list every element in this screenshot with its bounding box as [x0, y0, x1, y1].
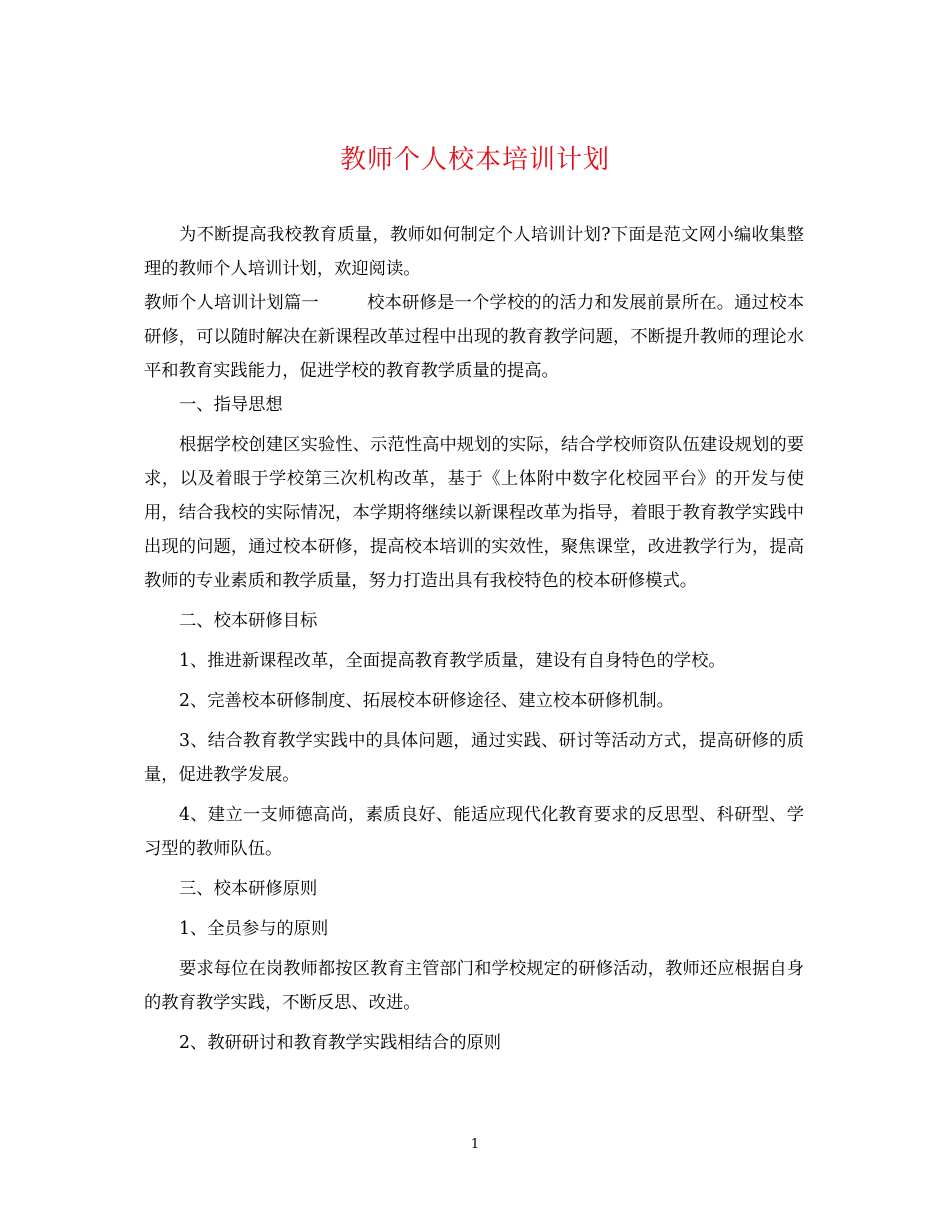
principle-1-title: 1、全员参与的原则 — [179, 919, 329, 939]
heading-principles: 三、校本研修原则 — [179, 879, 318, 899]
page-number: 1 — [470, 1137, 480, 1152]
section-head-paragraph — [144, 286, 804, 388]
principle-2-title: 2、教研研讨和教育教学实践相结合的原则 — [179, 1033, 502, 1053]
principle-1-text: 要求每位在岗教师都按区教育主管部门和学校规定的研修活动，教师还应根据自身的教育教学实践，不断反思、改进。 — [144, 959, 804, 1013]
heading-goals: 二、校本研修目标 — [179, 611, 318, 631]
goal-item-2: 2、完善校本研修制度、拓展校本研修途径、建立校本研修机制。 — [179, 691, 674, 711]
document-title: 教师个人校本培训计划 — [339, 145, 610, 175]
goal-item-1: 1、推进新课程改革，全面提高教育教学质量，建设有自身特色的学校。 — [179, 651, 726, 671]
guiding-thought-paragraph: 根据学校创建区实验性、示范性高中规划的实际，结合学校师资队伍建设规划的要求，以及着眼于学校第三次机构改革，基于《上体附中数字化校园平台》的开发与使用，结合我校的实际情况，本学期将继续以新课程改革为指导，着眼于教育教学实践中出现的问题，通过校本研修，提高校本培训的实效性，聚焦课堂，改进教学行为，提高教师的专业素质和教学质量，努力打造出具有我校特色的校本研修模式。 — [144, 435, 804, 591]
document-body — [144, 218, 804, 1060]
section-head-text: 校本研修是一个学校的的活力和发展前景所在。通过校本研修，可以随时解决在新课程改革过程中出现的教育教学问题，不断提升教师的理论水平和教育实践能力，促进学校的教育教学质量的提高。 — [144, 293, 804, 381]
heading-guiding-thought: 一、指导思想 — [179, 395, 283, 415]
goal-item-3: 3、结合教育教学实践中的具体问题，通过实践、研讨等活动方式，提高研修的质量，促进教学发展。 — [144, 731, 804, 785]
intro-paragraph: 为不断提高我校教育质量，教师如何制定个人培训计划?下面是范文网小编收集整理的教师个人培训计划，欢迎阅读。 — [144, 225, 804, 279]
goal-item-4: 4、建立一支师德高尚，素质良好、能适应现代化教育要求的反思型、科研型、学习型的教师队伍。 — [144, 805, 804, 859]
section-head-label: 教师个人培训计划篇一 — [144, 293, 319, 313]
